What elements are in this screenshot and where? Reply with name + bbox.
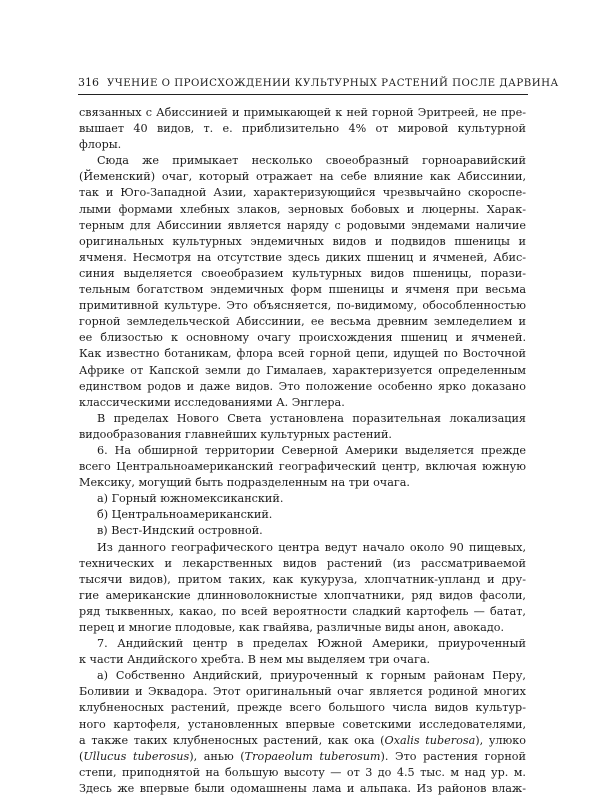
text-line: Мексику, могущий быть подразделенным на три очага. bbox=[79, 476, 410, 490]
text-line: оригинальных культурных эндемичных видов и подвидов пшеницы и bbox=[79, 234, 526, 248]
header-rule bbox=[78, 94, 528, 95]
text-line: клубненосных растений, прежде всего большого числа видов культур- bbox=[79, 701, 526, 715]
text-line: классическими исследованиями А. Энглера. bbox=[79, 395, 345, 409]
text-line: видообразования главнейших культурных растений. bbox=[79, 427, 392, 441]
text-line: лыми формами хлебных злаков, зерновых бобовых и люцерны. Харак- bbox=[79, 202, 526, 216]
list-item: в) Вест-Индский островной. bbox=[97, 524, 263, 538]
text-line: тысячи видов), притом таких, как кукуруза, хлопчатник-упланд и дру- bbox=[79, 572, 526, 586]
running-header bbox=[78, 76, 559, 89]
text-line: к части Андийского хребта. В нем мы выделяем три очага. bbox=[79, 653, 431, 667]
text-line: примитивной культуре. Это объясняется, по-видимому, обособленностью bbox=[79, 299, 526, 313]
body-text bbox=[79, 105, 526, 797]
text-line: 6. На обширной территории Северной Америки выделяется прежде bbox=[97, 443, 526, 457]
text-line: связанных с Абиссинией и примыкающей к ней горной Эритреей, не пре- bbox=[79, 106, 526, 119]
text-line: Из данного географического центра ведут начало около 90 пищевых, bbox=[97, 540, 526, 554]
text-line: горной земледельческой Абиссинии, ее весьма древним земледелием и bbox=[79, 315, 526, 329]
text-line: флоры. bbox=[79, 138, 122, 152]
text-line: Сюда же примыкает несколько своеобразный горноаравийский bbox=[97, 154, 526, 168]
text-line: ячменя. Несмотря на отсутствие здесь диких пшениц и ячменей, Абис- bbox=[79, 250, 526, 264]
text-line: степи, приподнятой на большую высоту — от 3 до 4.5 тыс. м над ур. м. bbox=[79, 765, 526, 779]
text-line: так и Юго-Западной Азии, характеризующийся чрезвычайно скороспе- bbox=[79, 186, 526, 200]
text-line: ного картофеля, установленных впервые советскими исследователями, bbox=[79, 717, 526, 731]
text-line: (Ullucus tuberosus), анью (Tropaeolum tuberosum). Это растения горной bbox=[79, 749, 526, 763]
text-line: Как известно ботаникам, флора всей горной цепи, идущей по Восточной bbox=[79, 347, 526, 361]
text-line: терным для Абиссинии является наряду с родовыми эндемами наличие bbox=[79, 218, 526, 232]
list-item: б) Центральноамериканский. bbox=[97, 508, 273, 522]
running-title: УЧЕНИЕ О ПРОИСХОЖДЕНИИ КУЛЬТУРНЫХ РАСТЕНИЙ ПОСЛЕ ДАРВИНА bbox=[107, 78, 559, 89]
list-item: а) Горный южномексиканский. bbox=[97, 492, 284, 506]
text-line: 7. Андийский центр в пределах Южной Америки, приуроченный bbox=[97, 637, 526, 651]
text-line: Африке от Капской земли до Гималаев, характеризуется определенным bbox=[79, 363, 526, 377]
text-line: (Йеменский) очаг, который отражает на себе влияние как Абиссинии, bbox=[79, 170, 526, 184]
text-line: Здесь же впервые были одомашнены лама и альпака. Из районов влаж- bbox=[79, 781, 526, 795]
text-line: ее близостью к основному очагу происхождения пшениц и ячменей. bbox=[79, 331, 526, 345]
text-line: единством родов и даже видов. Это положение особенно ярко доказано bbox=[79, 379, 526, 393]
text-line: а также таких клубненосных растений, как ока (Oxalis tuberosa), улюко bbox=[79, 733, 526, 747]
text-line: технических и лекарственных видов растений (из рассматриваемой bbox=[79, 556, 526, 570]
text-line: гие американские длинноволокнистые хлопчатники, ряд видов фасоли, bbox=[79, 588, 526, 602]
text-line: ряд тыквенных, какао, по всей вероятности сладкий картофель — батат, bbox=[79, 604, 526, 618]
text-line: вышает 40 видов, т. е. приблизительно 4% от мировой культурной bbox=[79, 122, 526, 136]
text-line: всего Центральноамериканский географический центр, включая южную bbox=[79, 460, 526, 474]
text-line: перец и многие плодовые, как гвайява, различные виды анон, авокадо. bbox=[79, 621, 505, 634]
text-line: а) Собственно Андийский, приуроченный к горным районам Перу, bbox=[97, 669, 526, 683]
text-line: В пределах Нового Света установлена поразительная локализация bbox=[97, 411, 526, 425]
text-line: тельным богатством эндемичных форм пшеницы и ячменя при весьма bbox=[79, 283, 526, 297]
text-line: синия выделяется своеобразием культурных видов пшеницы, порази- bbox=[79, 266, 526, 280]
page-number: 316 bbox=[78, 76, 99, 89]
text-line: Боливии и Эквадора. Этот оригинальный очаг является родиной многих bbox=[79, 685, 526, 699]
